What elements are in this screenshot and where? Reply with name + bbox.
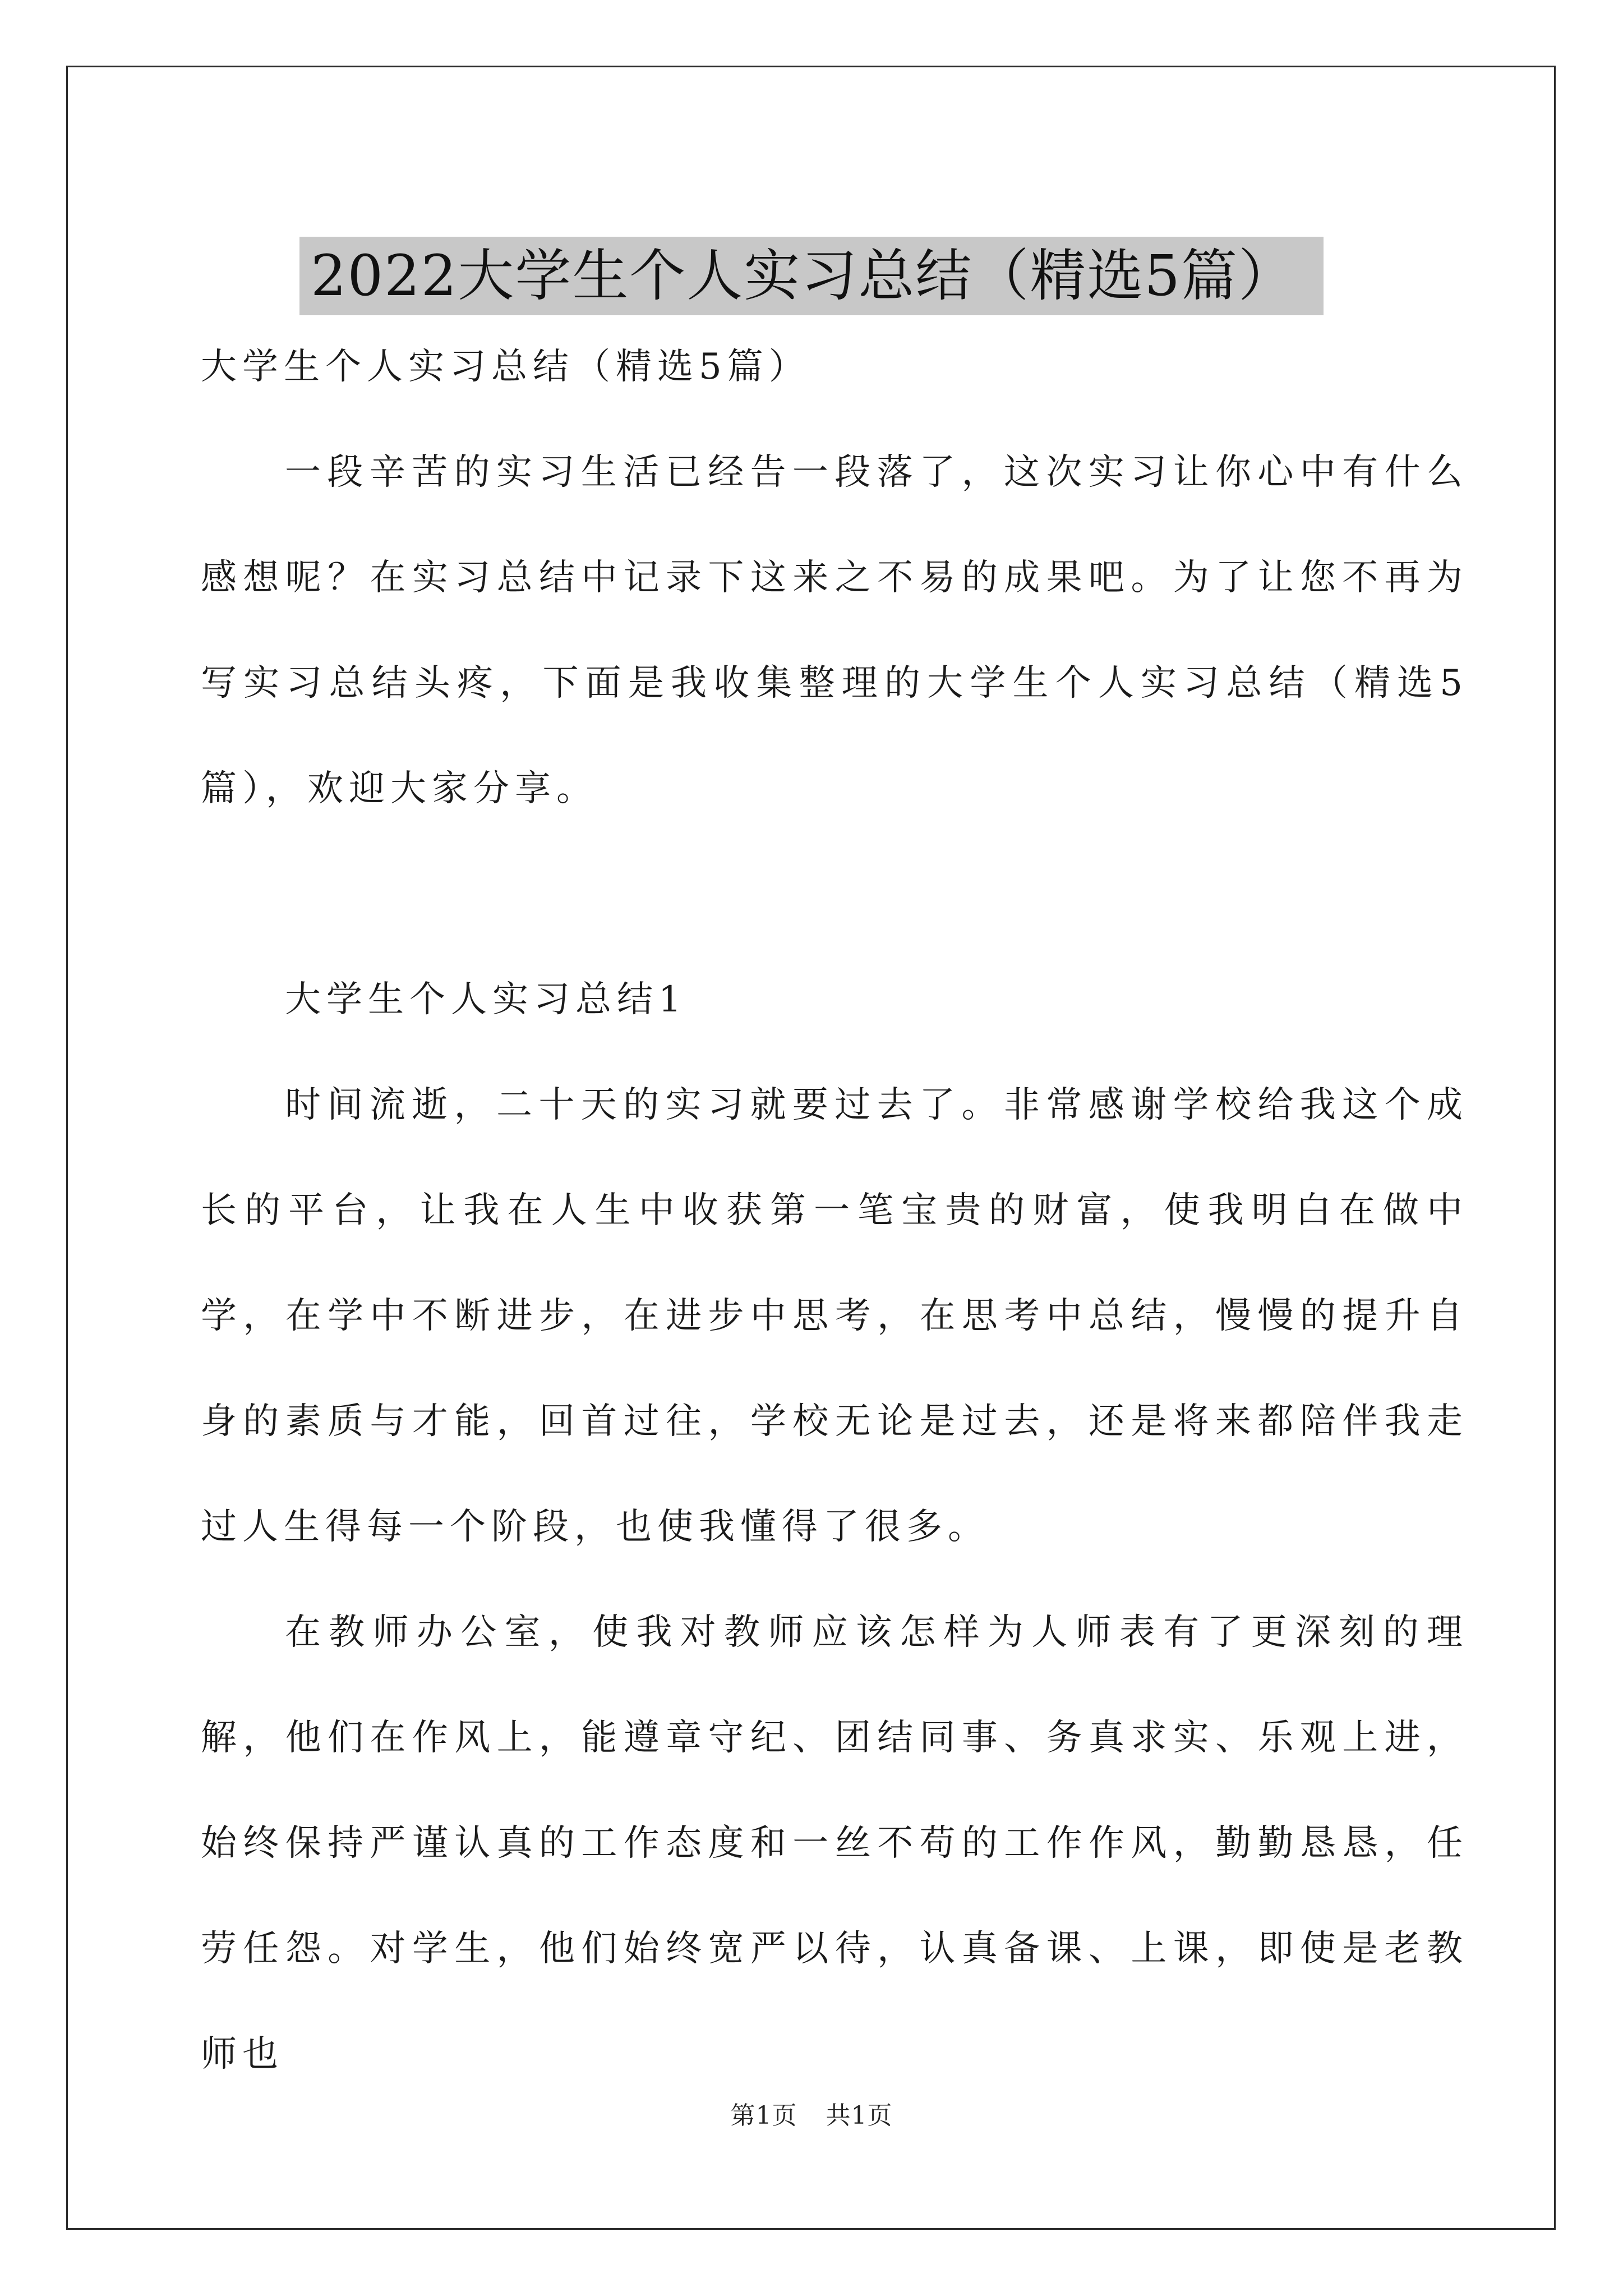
- page-number: 第1页: [730, 2101, 797, 2130]
- page-footer: [0, 2095, 1623, 2131]
- blank-line: [201, 841, 1468, 947]
- document-subtitle: 大学生个人实习总结（精选5篇）: [201, 346, 810, 388]
- document-title: 2022大学生个人实习总结（精选5篇）: [299, 237, 1324, 315]
- section-heading: 大学生个人实习总结1: [285, 979, 687, 1020]
- body-paragraph: 在教师办公室，使我对教师应该怎样为人师表有了更深刻的理解，他们在作风上，能遵章守纪、团结同事、务真求实、乐观上进，始终保持严谨认真的工作态度和一丝不苟的工作作风，勤勤恳恳，任劳任怨。对学生，他们始终宽严以待，认真备课、上课，即使是老教师也: [201, 1612, 1468, 2075]
- intro-paragraph: 一段辛苦的实习生活已经告一段落了，这次实习让你心中有什么感想呢？在实习总结中记录下这来之不易的成果吧。为了让您不再为写实习总结头疼，下面是我收集整理的大学生个人实习总结（精选5篇），欢迎大家分享。: [201, 452, 1468, 809]
- document-body: [201, 314, 1468, 2107]
- body-paragraph: 时间流逝，二十天的实习就要过去了。非常感谢学校给我这个成长的平台，让我在人生中收获第一笔宝贵的财富，使我明白在做中学，在学中不断进步，在进步中思考，在思考中总结，慢慢的提升自身的素质与才能，回首过往，学校无论是过去，还是将来都陪伴我走过人生得每一个阶段，也使我懂得了很多。: [201, 1084, 1468, 1548]
- page-total: 共1页: [826, 2101, 893, 2130]
